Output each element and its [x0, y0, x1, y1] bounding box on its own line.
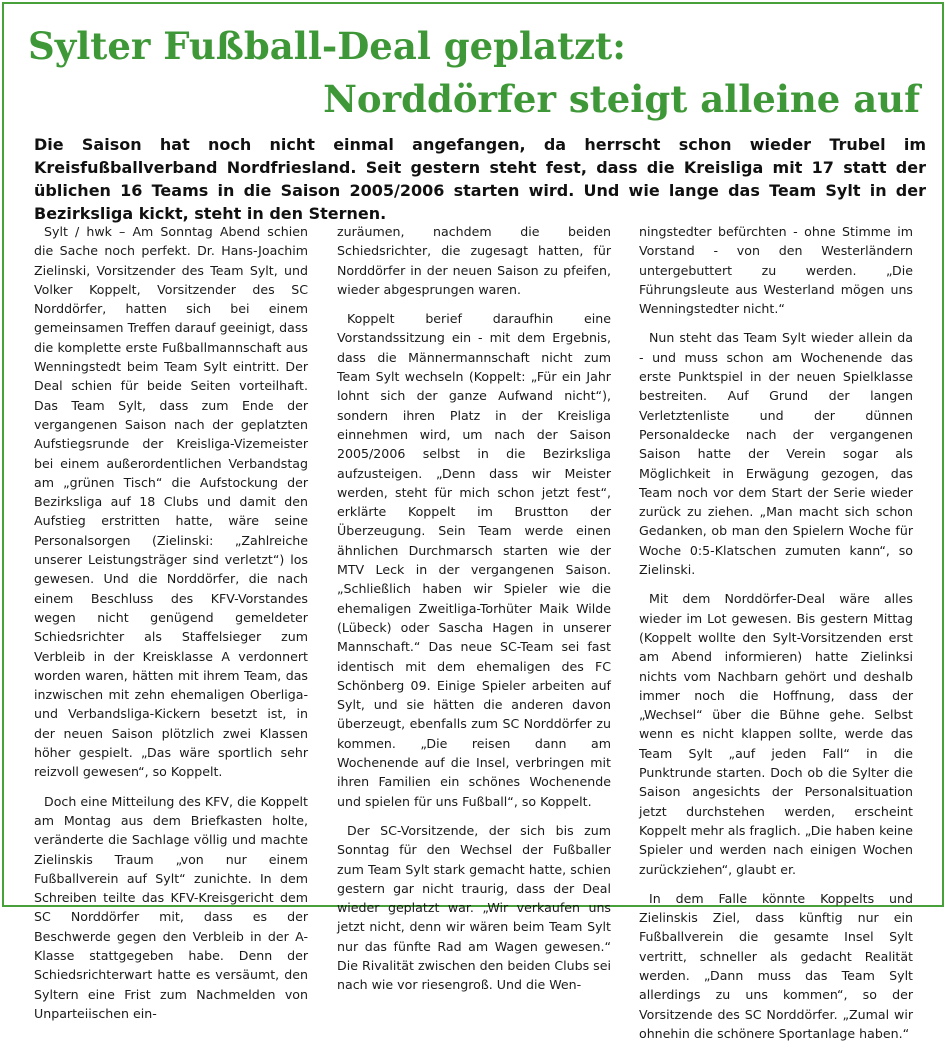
headline-line-1: Sylter Fußball-Deal geplatzt: — [28, 24, 626, 68]
col1-paragraph-2: Doch eine Mitteilung des KFV, die Koppelt am Montag aus dem Briefkasten holte, veränderte die Sachlage völlig und machte Zielinskis Traum „von nur einem Fußballverein auf Sylt“ zunichte. In dem Schreiben teilte das KFV-Kreisgericht dem SC Norddörfer mit, dass es der Beschwerde gegen den Verbleib in der A-Klasse stattgegeben habe. Denn der Schiedsrichterwart hatte es versäumt, den Syltern eine Frist zum Nachmelden von Unparteiischen ein- — [34, 793, 308, 1021]
col2-paragraph-1: zuräumen, nachdem die beiden Schiedsrichter, die zugesagt hatten, für Norddörfer in der neuen Saison zu pfeifen, wieder abgesprungen waren. — [337, 224, 611, 297]
col3-paragraph-2: Nun steht das Team Sylt wieder allein da - und muss schon am Wochenende das erste Punktspiel in der neuen Spielklasse bestreiten. Auf Grund der langen Verletztenliste und der dünnen Personaldecke nach der vergangenen Saison hatte der Verein sogar als Möglichkeit in Erwägung gezogen, das Team noch vor dem Start der Serie wieder zurück zu ziehen. „Man macht sich schon Gedanken, ob man den Spielern Woche für Woche 0:5-Klatschen zumuten kann“, so Zielinski. — [639, 330, 913, 578]
article-frame — [2, 2, 944, 1041]
lead-paragraph: Die Saison hat noch nicht einmal angefangen, da herrscht schon wieder Trubel im Kreisfußballverband Nordfriesland. Seit gestern steht fest, dass die Kreisliga mit 17 statt der üblichen 16 Teams in die Saison 2005/2006 starten wird. Und wie lange das Team Sylt in der Bezirksliga kickt, steht in den Sternen. — [34, 135, 926, 223]
column-3 — [639, 222, 913, 1053]
col2-paragraph-2: Koppelt berief daraufhin eine Vorstandssitzung ein - mit dem Ergebnis, dass die Männermannschaft nicht zum Team Sylt wechseln (Koppelt: „Für ein Jahr lohnt sich der ganze Aufwand nicht“), sondern ihren Platz in der Kreisliga einnehmen wird, um nach der Saison 2005/2006 selbst in die Bezirksliga aufzusteigen. „Denn dass wir Meister werden, steht für mich schon jetzt fest“, erklärte Koppelt im Brustton der Überzeugung. Sein Team werde einen ähnlichen Durchmarsch starten wie der MTV Leck in der vergangenen Saison. „Schließlich haben wir Spieler wie die ehemaligen Zweitliga-Torhüter Maik Wilde (Lübeck) oder Sascha Hagen in unserer Mannschaft.“ Das neue SC-Team sei fast identisch mit dem ehemaligen des FC Schönberg 09. Einige Spieler arbeiten auf Sylt, und sie hätten die anderen davon überzeugt, ebenfalls zum SC Norddörfer zu kommen. „Die reisen dann am Wochenende auf die Insel, verbringen mit ihren Familien ein schönes Wochenende und spielen für uns Fußball“, so Koppelt. — [337, 311, 611, 809]
column-2 — [337, 222, 611, 1005]
col1-paragraph-1: Sylt / hwk – Am Sonntag Abend schien die Sache noch perfekt. Dr. Hans-Joachim Zielinski, Vorsitzender des Team Sylt, und Volker Koppelt, Vorsitzender des SC Norddörfer, hatten sich bei einem gemeinsamen Treffen darauf geeinigt, dass die komplette erste Fußballmannschaft aus Wenningstedt beim Team Sylt eintritt. Der Deal schien für beide Seiten vorteilhaft. Das Team Sylt, dass zum Ende der vergangenen Saison nach der geplatzten Aufstiegsrunde der Kreisliga-Vizemeister bei einem außerordentlichen Verbandstag am „grünen Tisch“ die Aufstockung der Bezirksliga auf 18 Clubs und damit den Aufstieg erstritten hatte, wäre seine Personalsorgen (Zielinski: „Zahlreiche unserer Leistungsträger sind verletzt“) los gewesen. Und die Norddörfer, die nach einem Beschluss des KFV-Vorstandes wegen nicht genügend gemeldeter Schiedsrichter als Staffelsieger zum Verbleib in der Kreisklasse A verdonnert worden waren, hätten mit ihrem Team, das inzwischen mit zehn ehemaligen Oberliga- und Verbandsliga-Kickern besetzt ist, in der neuen Saison plötzlich zwei Klassen höher gespielt. „Das wäre sportlich sehr reizvoll gewesen“, so Koppelt. — [34, 224, 308, 780]
col3-paragraph-3: Mit dem Norddörfer-Deal wäre alles wieder im Lot gewesen. Bis gestern Mittag (Koppelt wollte den Sylt-Vorsitzenden erst am Abend informieren) hatte Zielinksi nichts vom Nachbarn gehört und deshalb immer noch die Hoffnung, dass der „Wechsel“ über die Bühne gehe. Selbst wenn es nicht klappen sollte, werde das Team Sylt „auf jeden Fall“ in die Punktrunde starten. Doch ob die Sylter die Saison angesichts der Personalsituation jetzt durchstehen werden, erscheint Koppelt mehr als fraglich. „Die haben keine Spieler und werden nach einigen Wochen zurückziehen“, glaubt er. — [639, 591, 913, 877]
column-1 — [34, 222, 308, 1033]
col2-paragraph-3: Der SC-Vorsitzende, der sich bis zum Sonntag für den Wechsel der Fußballer zum Team Sylt stark gemacht hatte, schien gestern gar nicht traurig, dass der Deal wieder geplatzt war. „Wir verkaufen uns jetzt nicht, denn wir wären beim Team Sylt nur das fünfte Rad am Wagen gewesen.“ Die Rivalität zwischen den beiden Clubs sei nach wie vor riesengroß. Und die Wen- — [337, 822, 611, 993]
col3-paragraph-1: ningstedter befürchten - ohne Stimme im Vorstand - von den Westerländern untergebuttert zu werden. „Die Führungsleute aus Westerland mögen uns Wenningstedter nicht.“ — [639, 224, 913, 317]
col3-paragraph-4: In dem Falle könnte Koppelts und Zielinskis Ziel, dass künftig nur ein Fußballverein die gesamte Insel Sylt vertritt, schneller als gedacht Realität werden. „Dann muss das Team Sylt allerdings zu uns kommen“, so der Vorsitzende des SC Norddörfer. „Zumal wir ohnehin die schönere Sportanlage haben.“ — [639, 890, 913, 1041]
article-body — [34, 222, 926, 1041]
headline-line-2: Norddörfer steigt alleine auf — [323, 77, 920, 121]
